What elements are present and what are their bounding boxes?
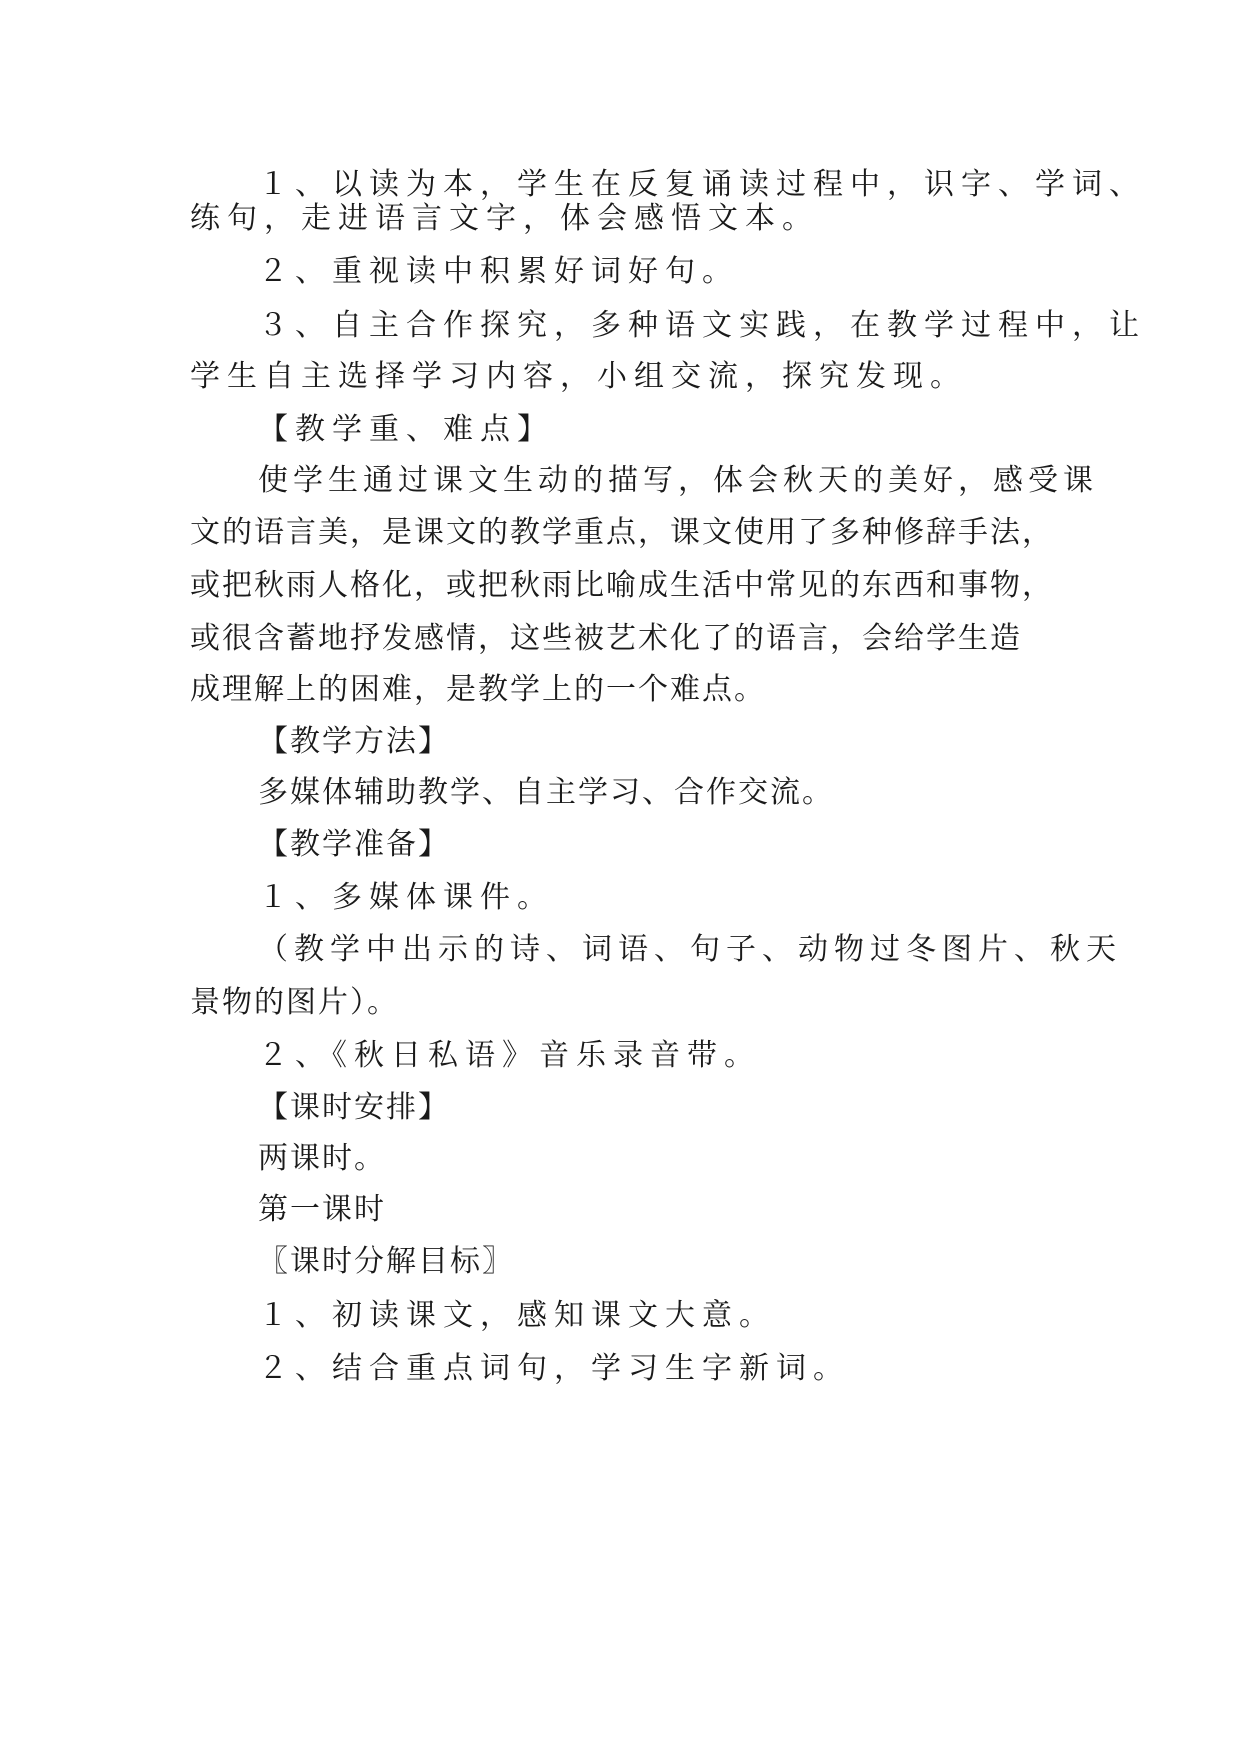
paragraph-line: ３、自主合作探究，多种语文实践，在教学过程中，让 xyxy=(258,308,1146,343)
paragraph-line: 或很含蓄地抒发感情，这些被艺术化了的语言，会给学生造 xyxy=(190,621,1022,656)
section-heading: 【教学重、难点】 xyxy=(258,412,554,447)
paragraph-line: ２、《秋日私语》音乐录音带。 xyxy=(258,1038,761,1073)
section-heading: 〖课时分解目标〗 xyxy=(258,1244,514,1279)
paragraph-line: 使学生通过课文生动的描写，体会秋天的美好，感受课 xyxy=(258,463,1098,498)
section-heading: 【课时安排】 xyxy=(258,1090,450,1125)
paragraph-line: 两课时。 xyxy=(258,1141,386,1176)
paragraph-line: 学生自主选择学习内容，小组交流，探究发现。 xyxy=(190,359,967,394)
paragraph-line: 景物的图片）。 xyxy=(190,985,399,1020)
paragraph-line: 练句，走进语言文字，体会感悟文本。 xyxy=(190,201,819,236)
paragraph-line: １、以读为本，学生在反复诵读过程中，识字、学词、 xyxy=(258,167,1146,202)
paragraph-line: 多媒体辅助教学、自主学习、合作交流。 xyxy=(258,775,834,810)
paragraph-line: １、初读课文，感知课文大意。 xyxy=(258,1298,776,1333)
lesson-heading: 第一课时 xyxy=(258,1192,386,1227)
paragraph-line: 文的语言美，是课文的教学重点，课文使用了多种修辞手法， xyxy=(190,515,1054,550)
paragraph-line: （教学中出示的诗、词语、句子、动物过冬图片、秋天 xyxy=(258,932,1122,967)
paragraph-line: 或把秋雨人格化，或把秋雨比喻成生活中常见的东西和事物， xyxy=(190,568,1054,603)
paragraph-line: ２、重视读中积累好词好句。 xyxy=(258,254,739,289)
section-heading: 【教学准备】 xyxy=(258,827,450,862)
section-heading: 【教学方法】 xyxy=(258,724,450,759)
paragraph-line: １、多媒体课件。 xyxy=(258,880,554,915)
paragraph-line: 成理解上的困难，是教学上的一个难点。 xyxy=(190,672,766,707)
paragraph-line: ２、结合重点词句，学习生字新词。 xyxy=(258,1351,850,1386)
